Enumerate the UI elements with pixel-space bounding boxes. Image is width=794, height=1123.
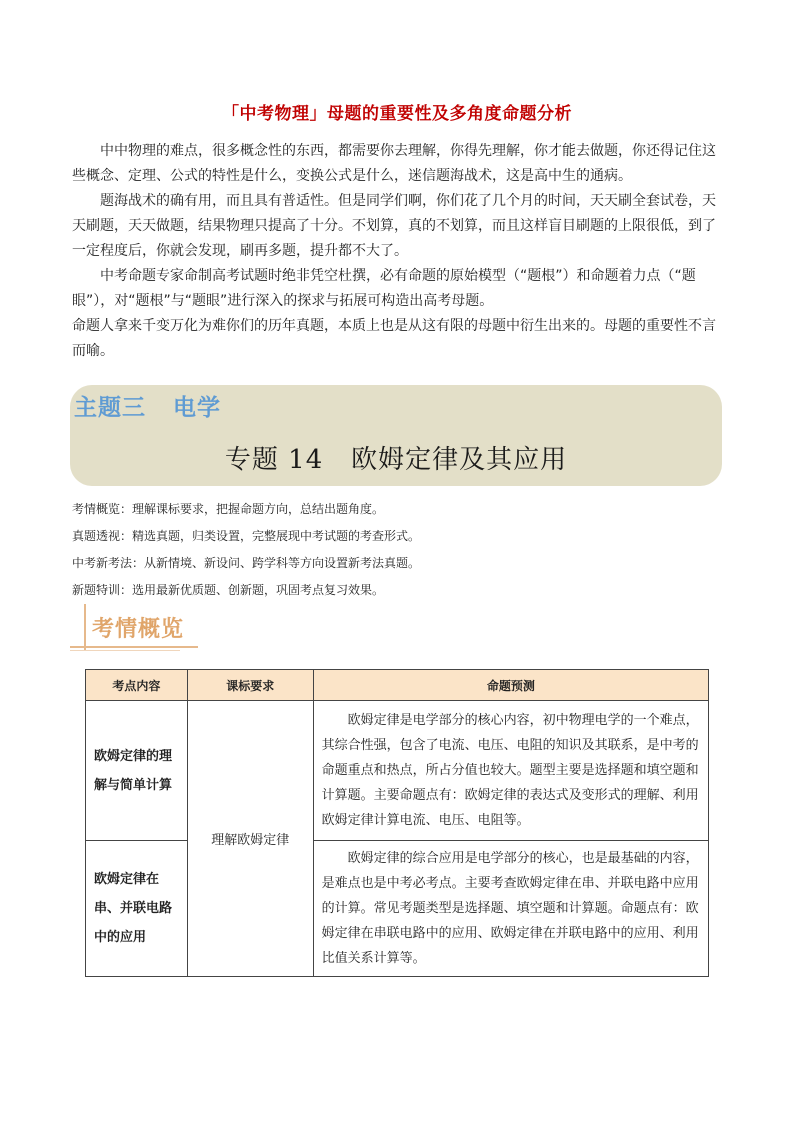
- cell-requirement: 理解欧姆定律: [187, 701, 313, 977]
- cell-prediction: [313, 841, 708, 977]
- table-row: [86, 841, 709, 977]
- guide-line-overview: 考情概览：理解课标要求，把握命题方向，总结出题角度。: [72, 502, 385, 516]
- guide-line-new-methods: 中考新考法：从新情境、新设问、跨学科等方向设置新考法真题。: [72, 556, 421, 570]
- section-heading: [70, 604, 200, 650]
- guide-list: [72, 496, 722, 604]
- intro-paragraph-4: 命题人拿来千变万化为难你们的历年真题，本质上也是从这有限的母题中衍生出来的。母题的重要性不言而喻。: [72, 318, 716, 359]
- table-row: [86, 701, 709, 841]
- cell-point: 欧姆定律在串、并联电路中的应用: [86, 841, 188, 977]
- intro-text: [72, 139, 724, 364]
- heading-decoration-horizontal: [70, 646, 198, 648]
- header-prediction: 命题预测: [313, 670, 708, 701]
- cell-point: 欧姆定律的理解与简单计算: [86, 701, 188, 841]
- intro-paragraph-1: 中中物理的难点，很多概念性的东西，都需要你去理解，你得先理解，你才能去做题，你还得记住这些概念、定理、公式的特性是什么，变换公式是什么，迷信题海战术，这是高中生的通病。: [72, 143, 716, 184]
- guide-line-special-training: 新题特训：选用最新优质题、创新题，巩固考点复习效果。: [72, 583, 385, 597]
- guide-line-real-questions: 真题透视：精选真题，归类设置，完整展现中考试题的考查形式。: [72, 529, 421, 543]
- banner-topic: 主题三 电学: [74, 395, 222, 421]
- intro-paragraph-2: 题海战术的确有用，而且具有普适性。但是同学们啊，你们花了几个月的时间，天天刷全套试卷，天天刷题，天天做题，结果物理只提高了十分。不划算，真的不划算，而且这样盲目刷题的上限很低，到了一定程度后，你就会发现，刷再多题，提升都不大了。: [72, 193, 716, 259]
- heading-decoration-underline: [70, 650, 180, 651]
- cell-prediction: [313, 701, 708, 841]
- document-title: 「中考物理」母题的重要性及多角度命题分析: [222, 104, 572, 124]
- section-title: 考情概览: [92, 617, 185, 642]
- heading-decoration-vertical: [84, 604, 86, 650]
- prediction-text: 欧姆定律是电学部分的核心内容，初中物理电学的一个难点，其综合性强，包含了电流、电压、电阻的知识及其联系，是中考的命题重点和热点，所占分值也较大。题型主要是选择题和填空题和计算题。主要命题点有：欧姆定律的表达式及变形式的理解、利用欧姆定律计算电流、电压、电阻等。: [321, 712, 699, 828]
- prediction-text: 欧姆定律的综合应用是电学部分的核心，也是最基础的内容，是难点也是中考必考点。主要考查欧姆定律在串、并联电路中应用的计算。常见考题类型是选择题、填空题和计算题。命题点有：欧姆定律在串联电路中的应用、欧姆定律在并联电路中的应用、利用比值关系计算等。: [321, 850, 699, 966]
- header-point: 考点内容: [86, 670, 188, 701]
- header-requirement: 课标要求: [187, 670, 313, 701]
- banner-title: 专题 14 欧姆定律及其应用: [224, 445, 568, 475]
- overview-table: [85, 669, 709, 977]
- topic-banner: [70, 385, 722, 486]
- table-header-row: [86, 670, 709, 701]
- intro-paragraph-3: 中考命题专家命制高考试题时绝非凭空杜撰，必有命题的原始模型（“题根”）和命题着力点（“题眼”），对“题根”与“题眼”进行深入的探求与拓展可构造出高考母题。: [72, 268, 696, 309]
